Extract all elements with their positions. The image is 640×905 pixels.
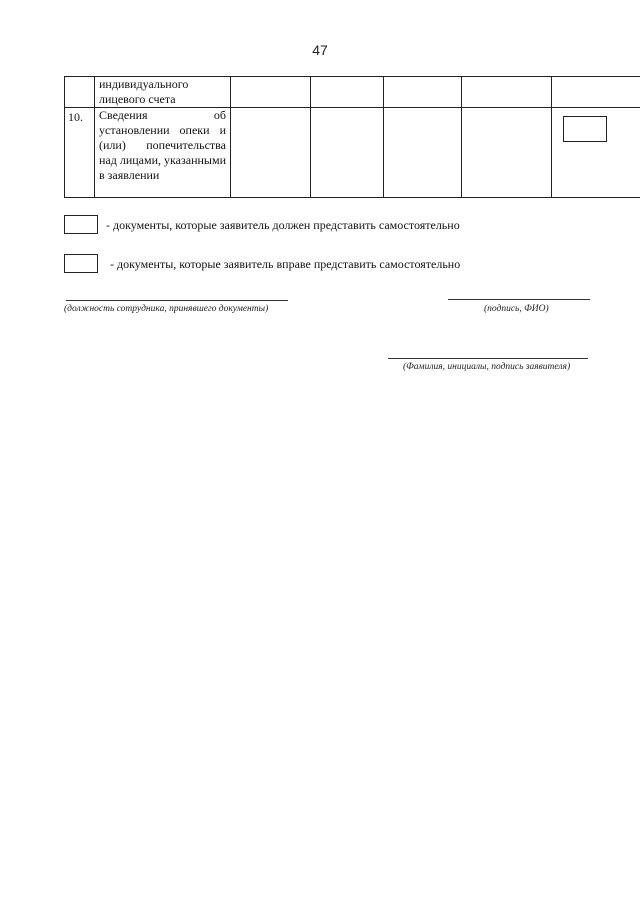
row-description: Сведения об установлении опеки и (или) попечительства над лицами, указанными в заявлении xyxy=(99,108,226,182)
checkbox-cell xyxy=(552,108,640,198)
row-description-cell xyxy=(95,77,231,108)
legend-required-text: - документы, которые заявитель должен представить самостоятельно xyxy=(106,218,460,232)
legend-box-required xyxy=(64,215,98,234)
employee-caption: (должность сотрудника, принявшего документы) xyxy=(64,304,269,314)
table-row xyxy=(65,77,640,108)
row-number-cell xyxy=(65,77,95,108)
empty-cell xyxy=(462,108,552,198)
signature-caption: (подпись, ФИО) xyxy=(484,304,549,314)
row-description: индивидуального лицевого счета xyxy=(99,77,189,106)
empty-cell xyxy=(384,108,462,198)
empty-cell xyxy=(231,77,311,108)
empty-cell xyxy=(311,108,384,198)
empty-cell xyxy=(462,77,552,108)
employee-signature-line xyxy=(66,300,288,301)
empty-cell xyxy=(384,77,462,108)
empty-cell xyxy=(552,77,640,108)
document-checkbox[interactable] xyxy=(563,116,607,142)
applicant-signature-line xyxy=(388,358,588,359)
row-number-cell: 10. xyxy=(65,108,95,198)
empty-cell xyxy=(311,77,384,108)
applicant-caption: (Фамилия, инициалы, подпись заявителя) xyxy=(403,362,571,372)
page-number: 47 xyxy=(312,42,328,58)
empty-cell xyxy=(231,108,311,198)
legend-box-optional xyxy=(64,254,98,273)
documents-table xyxy=(64,76,640,198)
row-description-cell xyxy=(95,108,231,198)
table-row xyxy=(65,108,640,198)
legend-optional-text: - документы, которые заявитель вправе представить самостоятельно xyxy=(110,257,461,271)
signature-line xyxy=(448,299,590,300)
